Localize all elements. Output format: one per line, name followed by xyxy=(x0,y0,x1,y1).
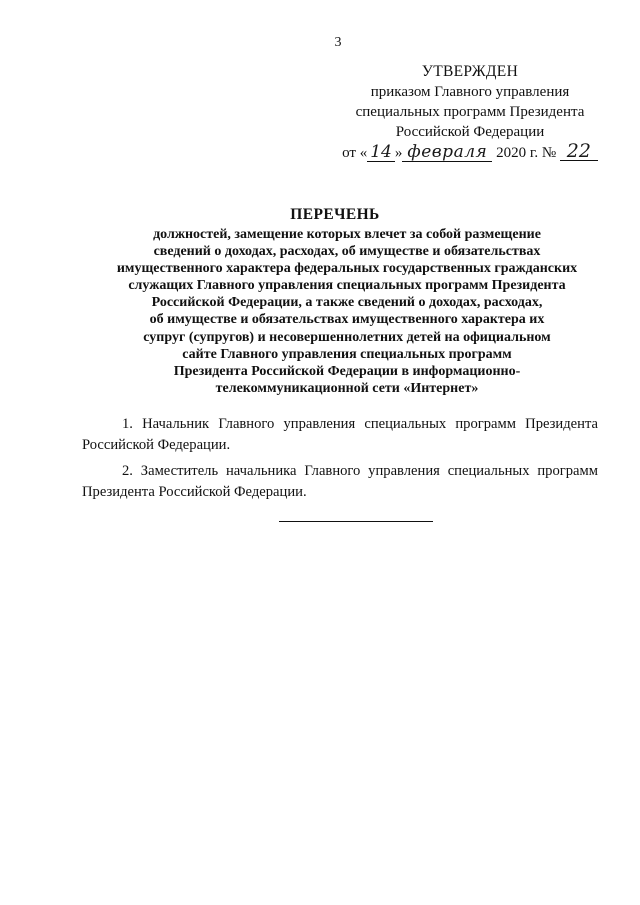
subtitle-line: должностей, замещение которых влечет за собой размещение xyxy=(153,227,541,242)
approval-title: УТВЕРЖДЕН xyxy=(421,63,519,80)
page-number: 3 xyxy=(334,35,342,50)
subtitle-line: имущественного характера федеральных государственных гражданских xyxy=(116,261,578,277)
document-subtitle xyxy=(82,226,612,397)
handwritten-order-number: 22 xyxy=(560,142,598,161)
list-item: 1. Начальник Главного управления специальных программ Президента Российской Федерации. xyxy=(82,416,598,453)
subtitle-line: телекоммуникационной сети «Интернет» xyxy=(215,380,479,396)
subtitle-line: сведений о доходах, расходах, об имуществе и обязательствах xyxy=(153,244,541,260)
date-mid: » xyxy=(394,145,403,161)
approval-block xyxy=(340,62,600,163)
subtitle-line: супруг (супругов) и несовершеннолетних детей на официальном xyxy=(143,329,551,345)
positions-list xyxy=(82,414,598,508)
list-item: 2. Заместитель начальника Главного управления специальных программ Президента Российской Федерации. xyxy=(82,463,598,500)
date-year: 2020 г. № xyxy=(496,145,557,161)
subtitle-line: сайте Главного управления специальных программ xyxy=(182,346,512,362)
handwritten-month: февраля xyxy=(402,143,492,162)
subtitle-line: Российской Федерации, а также сведений о доходах, расходах, xyxy=(151,295,543,311)
approval-line-2: специальных программ Президента xyxy=(355,104,585,120)
approval-date xyxy=(340,142,600,163)
subtitle-line: служащих Главного управления специальных программ Президента xyxy=(128,278,566,294)
subtitle-line: об имуществе и обязательствах имущественного характера их xyxy=(149,312,545,328)
document-title: ПЕРЕЧЕНЬ xyxy=(290,206,380,223)
handwritten-day: 14 xyxy=(367,143,395,162)
approval-line-1: приказом Главного управления xyxy=(370,84,570,100)
closing-rule xyxy=(279,521,433,522)
approval-line-3: Российской Федерации xyxy=(395,124,545,140)
date-prefix: от « xyxy=(342,145,368,161)
subtitle-line: Президента Российской Федерации в информационно- xyxy=(173,363,521,379)
